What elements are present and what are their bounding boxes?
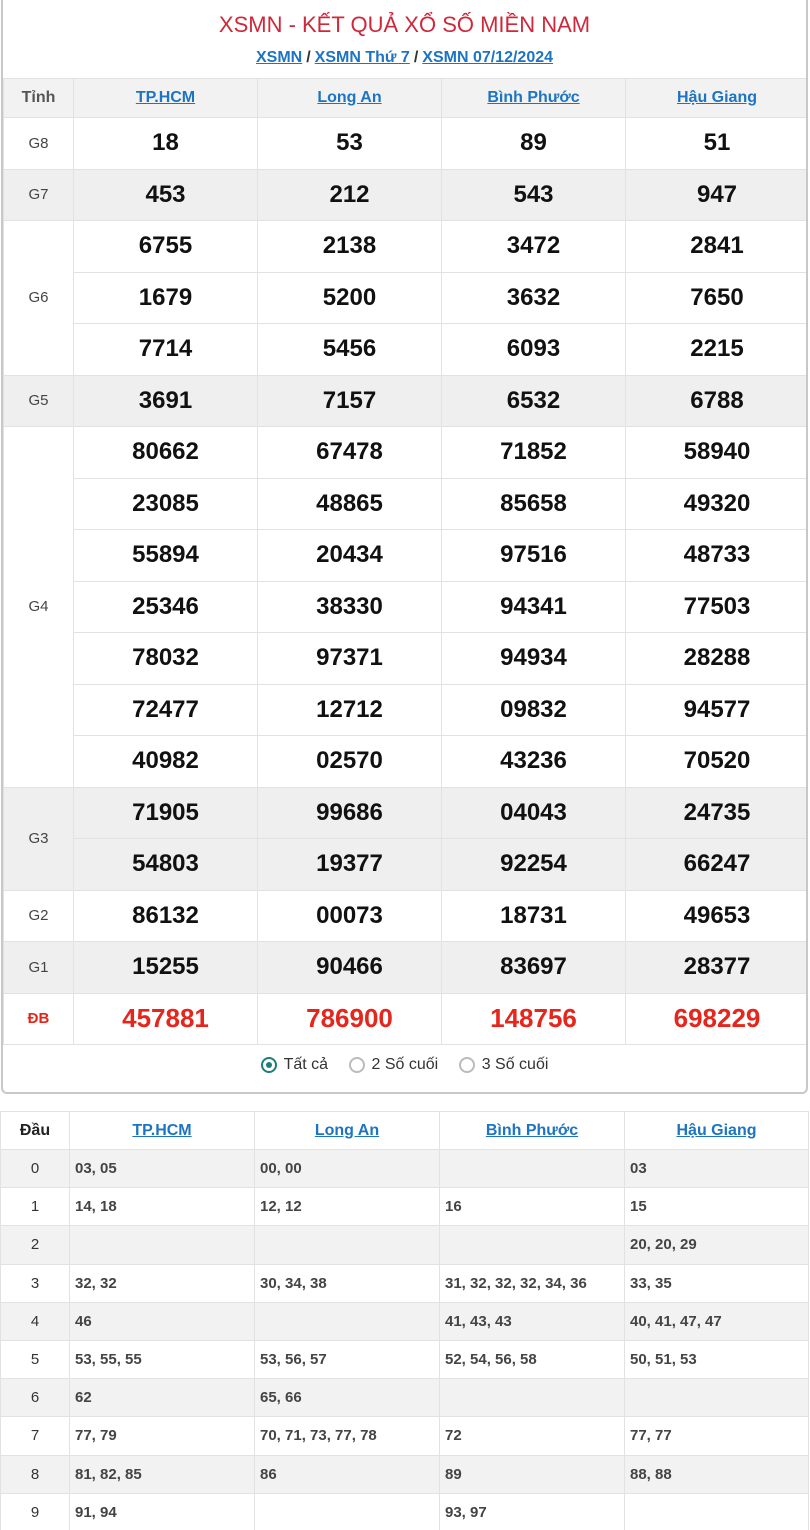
province-header	[626, 79, 809, 118]
dau-digit: 0	[1, 1150, 70, 1188]
results-card	[1, 0, 808, 1094]
radio-icon[interactable]	[459, 1057, 475, 1073]
dau-column-label: Đầu	[1, 1112, 70, 1150]
prize-number: 54803	[74, 839, 258, 891]
prize-row	[4, 478, 809, 530]
loto-cell	[440, 1226, 625, 1264]
breadcrumb-separator: /	[306, 49, 311, 66]
loto-row	[1, 1379, 809, 1417]
prize-number: 7157	[258, 375, 442, 427]
prize-number: 94577	[626, 684, 809, 736]
special-prize-number: 698229	[626, 993, 809, 1045]
province-header	[255, 1112, 440, 1150]
loto-cell	[255, 1226, 440, 1264]
prize-number: 53	[258, 118, 442, 170]
prize-row	[4, 633, 809, 685]
prize-number: 86132	[74, 890, 258, 942]
prize-number: 543	[442, 169, 626, 221]
prize-row	[4, 272, 809, 324]
prize-number: 2215	[626, 324, 809, 376]
province-column-label: Tỉnh	[4, 79, 74, 118]
province-link-binh-phuoc[interactable]: Bình Phước	[487, 89, 580, 106]
prize-number: 09832	[442, 684, 626, 736]
prize-label: G1	[4, 942, 74, 994]
loto-header-row	[1, 1112, 809, 1150]
radio-selected-icon[interactable]	[261, 1057, 277, 1073]
prize-row	[4, 221, 809, 273]
loto-cell: 81, 82, 85	[70, 1455, 255, 1493]
loto-cell: 88, 88	[625, 1455, 809, 1493]
prize-number: 58940	[626, 427, 809, 479]
prize-number: 71852	[442, 427, 626, 479]
loto-cell: 14, 18	[70, 1188, 255, 1226]
loto-cell	[70, 1226, 255, 1264]
loto-cell: 41, 43, 43	[440, 1302, 625, 1340]
loto-cell: 70, 71, 73, 77, 78	[255, 1417, 440, 1455]
prize-number: 2841	[626, 221, 809, 273]
loto-cell: 12, 12	[255, 1188, 440, 1226]
filter-option-label: 2 Số cuối	[371, 1056, 439, 1073]
dau-digit: 1	[1, 1188, 70, 1226]
prize-number: 25346	[74, 581, 258, 633]
filter-option-label: 3 Số cuối	[481, 1056, 549, 1073]
page-title: XSMN - KẾT QUẢ XỔ SỐ MIỀN NAM	[218, 12, 591, 37]
prize-number: 18	[74, 118, 258, 170]
prize-number: 1679	[74, 272, 258, 324]
prize-label: G5	[4, 375, 74, 427]
loto-cell: 46	[70, 1302, 255, 1340]
loto-row	[1, 1417, 809, 1455]
dau-digit: 5	[1, 1340, 70, 1378]
loto-cell: 86	[255, 1455, 440, 1493]
prize-number: 90466	[258, 942, 442, 994]
loto-cell: 03	[625, 1150, 809, 1188]
prize-row	[4, 993, 809, 1045]
prize-number: 94341	[442, 581, 626, 633]
loto-cell: 72	[440, 1417, 625, 1455]
prize-number: 02570	[258, 736, 442, 788]
loto-province-link-hau-giang[interactable]: Hậu Giang	[676, 1121, 757, 1139]
prize-label: G3	[4, 787, 74, 890]
prize-number: 6788	[626, 375, 809, 427]
province-link-long-an[interactable]: Long An	[317, 89, 382, 106]
loto-row	[1, 1340, 809, 1378]
prize-row	[4, 427, 809, 479]
prize-row	[4, 169, 809, 221]
prize-row	[4, 736, 809, 788]
prize-number: 85658	[442, 478, 626, 530]
prize-number: 7714	[74, 324, 258, 376]
prize-number: 80662	[74, 427, 258, 479]
prize-row	[4, 890, 809, 942]
prize-number: 19377	[258, 839, 442, 891]
prize-number: 5456	[258, 324, 442, 376]
province-header	[440, 1112, 625, 1150]
prize-number: 99686	[258, 787, 442, 839]
loto-cell	[255, 1493, 440, 1530]
loto-cell: 89	[440, 1455, 625, 1493]
breadcrumb-xsmn[interactable]: XSMN	[255, 49, 303, 66]
radio-icon[interactable]	[349, 1057, 365, 1073]
province-header	[625, 1112, 809, 1150]
dau-digit: 4	[1, 1302, 70, 1340]
loto-cell: 77, 77	[625, 1417, 809, 1455]
prize-number: 51	[626, 118, 809, 170]
filter-option-3-digits[interactable]	[459, 1056, 549, 1074]
loto-row	[1, 1150, 809, 1188]
province-header	[442, 79, 626, 118]
prize-number: 00073	[258, 890, 442, 942]
prize-number: 6532	[442, 375, 626, 427]
prize-label: ĐB	[4, 993, 74, 1045]
loto-cell	[440, 1379, 625, 1417]
dau-digit: 9	[1, 1493, 70, 1530]
prize-number: 23085	[74, 478, 258, 530]
loto-province-link-long-an[interactable]: Long An	[314, 1121, 380, 1139]
loto-head-table	[0, 1111, 809, 1530]
loto-cell: 65, 66	[255, 1379, 440, 1417]
prize-row	[4, 581, 809, 633]
prize-row	[4, 839, 809, 891]
loto-cell	[625, 1379, 809, 1417]
loto-cell: 31, 32, 32, 32, 34, 36	[440, 1264, 625, 1302]
loto-cell: 53, 55, 55	[70, 1340, 255, 1378]
loto-row	[1, 1493, 809, 1530]
prize-row	[4, 375, 809, 427]
prize-number: 28377	[626, 942, 809, 994]
prize-row	[4, 118, 809, 170]
prize-number: 97371	[258, 633, 442, 685]
prize-label: G6	[4, 221, 74, 376]
prize-label: G7	[4, 169, 74, 221]
prize-number: 5200	[258, 272, 442, 324]
results-table	[3, 78, 808, 1045]
prize-number: 49653	[626, 890, 809, 942]
prize-number: 18731	[442, 890, 626, 942]
dau-digit: 7	[1, 1417, 70, 1455]
breadcrumb-xsmn-date[interactable]: XSMN 07/12/2024	[422, 49, 554, 66]
prize-number: 12712	[258, 684, 442, 736]
prize-number: 72477	[74, 684, 258, 736]
loto-row	[1, 1226, 809, 1264]
dau-digit: 3	[1, 1264, 70, 1302]
prize-number: 89	[442, 118, 626, 170]
prize-number: 97516	[442, 530, 626, 582]
prize-number: 15255	[74, 942, 258, 994]
province-link-tphcm[interactable]: TP.HCM	[135, 89, 196, 106]
prize-number: 94934	[442, 633, 626, 685]
prize-row	[4, 787, 809, 839]
loto-province-link-tphcm[interactable]: TP.HCM	[132, 1121, 192, 1139]
loto-cell: 20, 20, 29	[625, 1226, 809, 1264]
loto-cell: 33, 35	[625, 1264, 809, 1302]
prize-number: 55894	[74, 530, 258, 582]
prize-number: 947	[626, 169, 809, 221]
province-header	[70, 1112, 255, 1150]
dau-digit: 8	[1, 1455, 70, 1493]
prize-row	[4, 684, 809, 736]
loto-cell	[625, 1493, 809, 1530]
loto-cell: 16	[440, 1188, 625, 1226]
prize-label: G2	[4, 890, 74, 942]
prize-label: G8	[4, 118, 74, 170]
prize-number: 48733	[626, 530, 809, 582]
province-link-hau-giang[interactable]: Hậu Giang	[676, 89, 757, 106]
loto-cell	[440, 1150, 625, 1188]
prize-number: 40982	[74, 736, 258, 788]
breadcrumb-xsmn-thu7[interactable]: XSMN Thứ 7	[314, 49, 410, 66]
loto-cell	[255, 1302, 440, 1340]
prize-number: 78032	[74, 633, 258, 685]
filter-option-2-digits[interactable]	[349, 1056, 439, 1074]
loto-cell: 30, 34, 38	[255, 1264, 440, 1302]
prize-number: 43236	[442, 736, 626, 788]
prize-row	[4, 530, 809, 582]
prize-number: 3472	[442, 221, 626, 273]
loto-cell: 32, 32	[70, 1264, 255, 1302]
prize-number: 6093	[442, 324, 626, 376]
loto-cell: 15	[625, 1188, 809, 1226]
prize-number: 453	[74, 169, 258, 221]
loto-cell: 77, 79	[70, 1417, 255, 1455]
prize-number: 67478	[258, 427, 442, 479]
prize-number: 6755	[74, 221, 258, 273]
special-prize-number: 457881	[74, 993, 258, 1045]
special-prize-number: 786900	[258, 993, 442, 1045]
loto-cell: 52, 54, 56, 58	[440, 1340, 625, 1378]
loto-cell: 03, 05	[70, 1150, 255, 1188]
prize-number: 212	[258, 169, 442, 221]
loto-row	[1, 1188, 809, 1226]
prize-number: 71905	[74, 787, 258, 839]
dau-digit: 6	[1, 1379, 70, 1417]
loto-row	[1, 1455, 809, 1493]
prize-number: 2138	[258, 221, 442, 273]
prize-row	[4, 942, 809, 994]
loto-cell: 91, 94	[70, 1493, 255, 1530]
prize-row	[4, 324, 809, 376]
loto-cell: 62	[70, 1379, 255, 1417]
results-header-row	[4, 79, 809, 118]
prize-number: 49320	[626, 478, 809, 530]
province-header	[74, 79, 258, 118]
prize-number: 7650	[626, 272, 809, 324]
province-header	[258, 79, 442, 118]
loto-cell: 50, 51, 53	[625, 1340, 809, 1378]
prize-number: 92254	[442, 839, 626, 891]
prize-number: 3691	[74, 375, 258, 427]
loto-cell: 53, 56, 57	[255, 1340, 440, 1378]
digit-filter	[3, 1056, 806, 1078]
filter-option-label: Tất cả	[283, 1056, 329, 1073]
prize-label: G4	[4, 427, 74, 788]
breadcrumb-separator: /	[413, 49, 419, 66]
prize-number: 77503	[626, 581, 809, 633]
loto-row	[1, 1302, 809, 1340]
prize-number: 38330	[258, 581, 442, 633]
breadcrumb	[3, 49, 806, 67]
loto-cell: 93, 97	[440, 1493, 625, 1530]
loto-province-link-binh-phuoc[interactable]: Bình Phước	[485, 1121, 579, 1139]
special-prize-number: 148756	[442, 993, 626, 1045]
prize-number: 3632	[442, 272, 626, 324]
dau-digit: 2	[1, 1226, 70, 1264]
prize-number: 04043	[442, 787, 626, 839]
prize-number: 48865	[258, 478, 442, 530]
prize-number: 83697	[442, 942, 626, 994]
prize-number: 20434	[258, 530, 442, 582]
loto-cell: 40, 41, 47, 47	[625, 1302, 809, 1340]
prize-number: 28288	[626, 633, 809, 685]
prize-number: 66247	[626, 839, 809, 891]
loto-row	[1, 1264, 809, 1302]
filter-option-all[interactable]	[261, 1056, 328, 1074]
prize-number: 70520	[626, 736, 809, 788]
loto-cell: 00, 00	[255, 1150, 440, 1188]
prize-number: 24735	[626, 787, 809, 839]
